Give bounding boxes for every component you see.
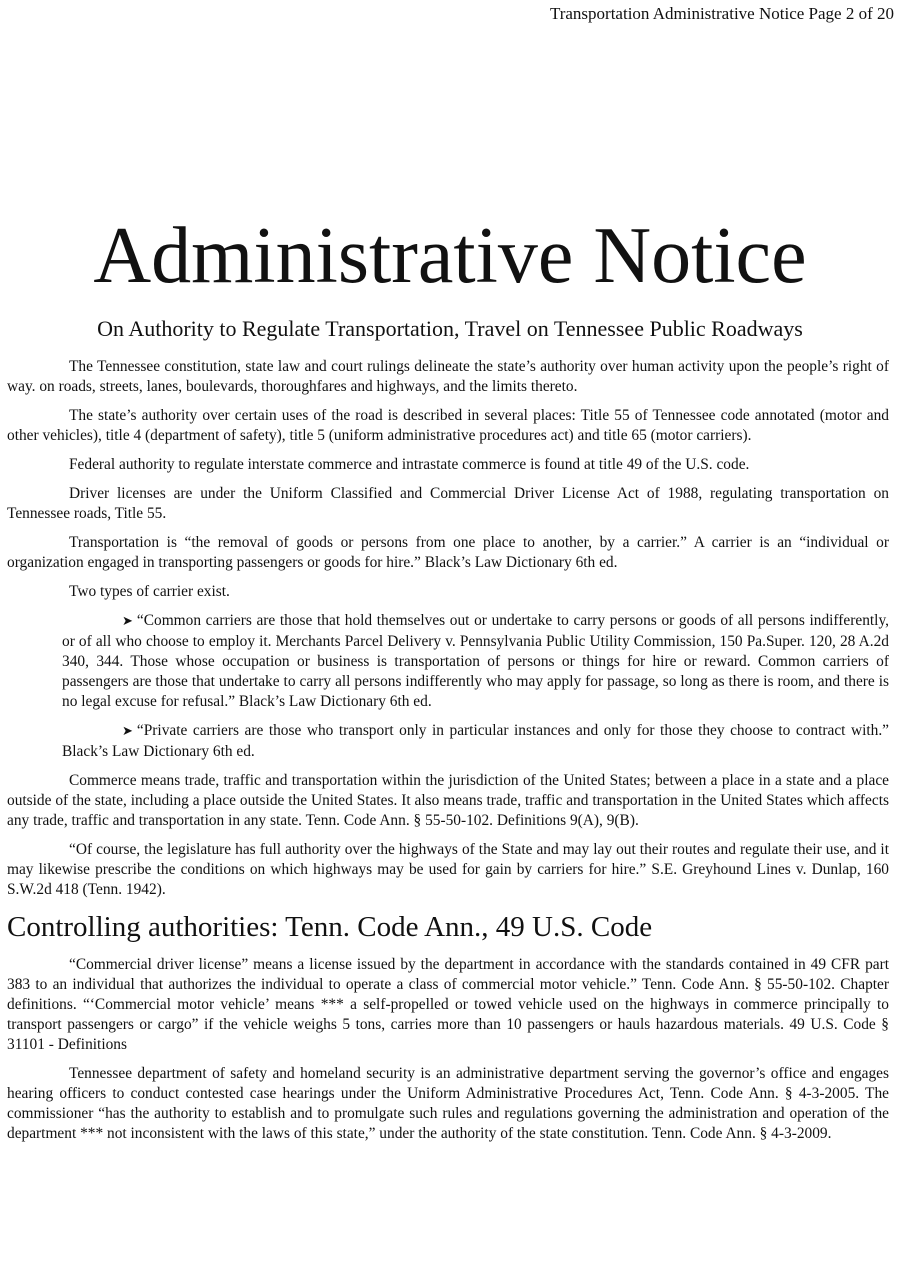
paragraph: Federal authority to regulate interstate commerce and intrastate commerce is found at title 49 of the U.S. code.: [69, 456, 750, 473]
paragraph: The state’s authority over certain uses of the road is described in several places: Title 55 of Tennessee code annotated (motor and other vehicles), title 4 (department of safety), title 5 (uniform administrative procedures act) and title 65 (motor carriers).: [7, 407, 889, 444]
document-body: [7, 357, 889, 1153]
bullet-text: “Private carriers are those who transport only in particular instances and only for those they choose to contract with.” Black’s Law Dictionary 6th ed.: [62, 722, 889, 760]
bullet-item: [62, 611, 889, 712]
paragraph: Transportation is “the removal of goods or persons from one place to another, by a carrier.” A carrier is an “individual or organization engaged in transporting passengers or goods for hire.” Black’s Law Dictionary 6th ed.: [7, 534, 889, 571]
paragraph: “Of course, the legislature has full authority over the highways of the State and may lay out their routes and regulate their use, and it may likewise prescribe the conditions on which highways may be used for gain by carriers for hire.” S.E. Greyhound Lines v. Dunlap, 160 S.W.2d 418 (Tenn. 1942).: [7, 841, 889, 898]
document-title: Administrative Notice: [93, 212, 807, 300]
paragraph: Driver licenses are under the Uniform Classified and Commercial Driver License Act of 1988, regulating transportation on Tennessee roads, Title 55.: [7, 485, 889, 522]
paragraph: “Commercial driver license” means a license issued by the department in accordance with the standards contained in 49 CFR part 383 to an individual that authorizes the individual to operate a class of commercial motor vehicle.” Tenn. Code Ann. § 55-50-102. Chapter definitions. “‘Commercial motor vehicle’ means *** a self-propelled or towed vehicle used on the highways in commerce principally to transport passengers or cargo” if the vehicle weighs 5 tons, carries more than 10 passengers or hauls hazardous materials. 49 U.S. Code § 31101 - Definitions: [7, 956, 889, 1053]
paragraph: Two types of carrier exist.: [69, 583, 230, 600]
bullet-text: “Common carriers are those that hold themselves out or undertake to carry persons or goods of all persons indifferently, or of all who choose to employ it. Merchants Parcel Delivery v. Pennsylvania Public Utility Commission, 150 Pa.Super. 120, 28 A.2d 340, 344. Those whose occupation or business is transportation of persons or things for hire or reward. Common carriers of passengers are those that undertake to carry all persons indifferently who may apply for passage, so long as there is room, and there is no legal excuse for refusal.” Black’s Law Dictionary 6th ed.: [62, 612, 889, 710]
paragraph: Commerce means trade, traffic and transportation within the jurisdiction of the United States; between a place in a state and a place outside of the state, including a place outside the United States. It also means trade, traffic and transportation in the United States which affects any trade, traffic and transportation in any state. Tenn. Code Ann. § 55-50-102. Definitions 9(A), 9(B).: [7, 772, 889, 829]
page-header: Transportation Administrative Notice Page 2 of 20: [549, 4, 894, 23]
section-heading: Controlling authorities: Tenn. Code Ann., 49 U.S. Code: [7, 911, 653, 943]
document-subtitle: On Authority to Regulate Transportation, Travel on Tennessee Public Roadways: [97, 316, 803, 341]
paragraph: Tennessee department of safety and homeland security is an administrative department serving the governor’s office and engages hearing officers to conduct contested case hearings under the Uniform Administrative Procedures Act, Tenn. Code Ann. § 4-3-2005. The commissioner “has the authority to establish and to promulgate such rules and regulations governing the administration and operation of the department *** not inconsistent with the laws of this state,” under the authority of the state constitution. Tenn. Code Ann. § 4-3-2009.: [7, 1065, 889, 1142]
paragraph: The Tennessee constitution, state law and court rulings delineate the state’s authority over human activity upon the people’s right of way. on roads, streets, lanes, boulevards, thoroughfares and highways, and the limits thereto.: [7, 358, 889, 395]
arrow-bullet-icon: ➤: [122, 614, 133, 629]
arrow-bullet-icon: ➤: [122, 724, 133, 739]
bullet-item: [62, 721, 889, 762]
